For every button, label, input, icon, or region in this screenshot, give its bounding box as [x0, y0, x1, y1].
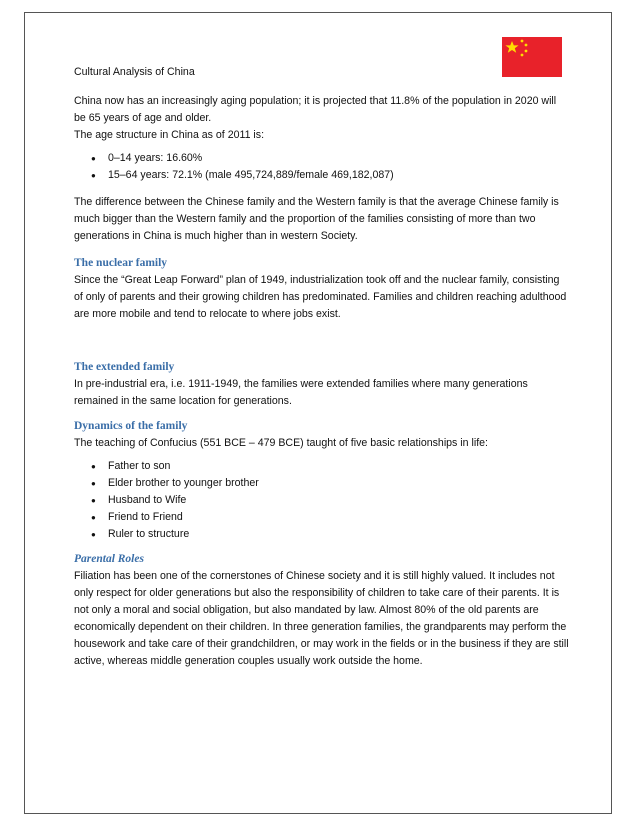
bullet-icon: ● [91, 462, 96, 471]
flag-small-star [521, 54, 524, 57]
extended-family-paragraph: In pre-industrial era, i.e. 1911-1949, the families were extended families where many generations remained in the same location for generations. [74, 378, 528, 407]
relationships-list [74, 458, 570, 543]
document-title: Cultural Analysis of China [74, 66, 195, 78]
list-item-text: Father to son [108, 460, 171, 472]
difference-paragraph: The difference between the Chinese family and the Western family is that the average Chinese family is much bigger than the Western family and the proportion of the families consisting of more than two generations in China is much higher than in western Society. [74, 196, 559, 242]
bullet-icon: ● [91, 530, 96, 539]
document-body [74, 64, 570, 670]
flag-small-star [521, 40, 524, 43]
nuclear-family-paragraph: Since the “Great Leap Forward” plan of 1949, industrialization took off and the nuclear family, consisting of only of parents and their growing children has predominated. Families and children reaching adulthood are more mobile and tend to relocate to where jobs exist. [74, 274, 567, 320]
list-item-text: Friend to Friend [108, 511, 183, 523]
list-item [74, 509, 570, 526]
list-item [74, 526, 570, 543]
age-structure-intro: The age structure in China as of 2011 is: [74, 129, 265, 141]
list-item [74, 167, 570, 184]
list-item-text: Husband to Wife [108, 494, 187, 506]
list-item [74, 492, 570, 509]
bullet-icon: ● [91, 171, 96, 180]
bullet-icon: ● [91, 154, 96, 163]
bullet-icon: ● [91, 513, 96, 522]
list-item [74, 150, 570, 167]
parental-roles-heading: Parental Roles [74, 553, 144, 565]
age-structure-list [74, 150, 570, 184]
extended-family-heading: The extended family [74, 361, 175, 373]
intro-paragraph: China now has an increasingly aging population; it is projected that 11.8% of the population in 2020 will be 65 years of age and older. [74, 95, 557, 124]
list-item [74, 475, 570, 492]
bullet-icon: ● [91, 496, 96, 505]
parental-roles-paragraph: Filiation has been one of the cornerstones of Chinese society and it is still highly valued. It includes not only respect for older generations but also the responsibility of children to take care of their parents. It is not only a moral and social obligation, but also mandated by law. Almost 80% of the old parents are economically dependent on their children. In three generation families, the grandparents may perform the housework and take care of their grandchildren, or may work in the fields or in the business if they are still active, whereas middle generation couples usually work outside the home. [74, 570, 569, 667]
list-item-text: Ruler to structure [108, 528, 190, 540]
dynamics-paragraph: The teaching of Confucius (551 BCE – 479 BCE) taught of five basic relationships in life: [74, 437, 488, 449]
list-item-text: 0–14 years: 16.60% [108, 152, 203, 164]
nuclear-family-heading: The nuclear family [74, 257, 168, 269]
flag-small-star [525, 44, 528, 47]
list-item-text: Elder brother to younger brother [108, 477, 259, 489]
list-item [74, 458, 570, 475]
bullet-icon: ● [91, 479, 96, 488]
list-item-text: 15–64 years: 72.1% (male 495,724,889/female 469,182,087) [108, 169, 394, 181]
flag-small-star [525, 50, 528, 53]
dynamics-heading: Dynamics of the family [74, 420, 188, 432]
